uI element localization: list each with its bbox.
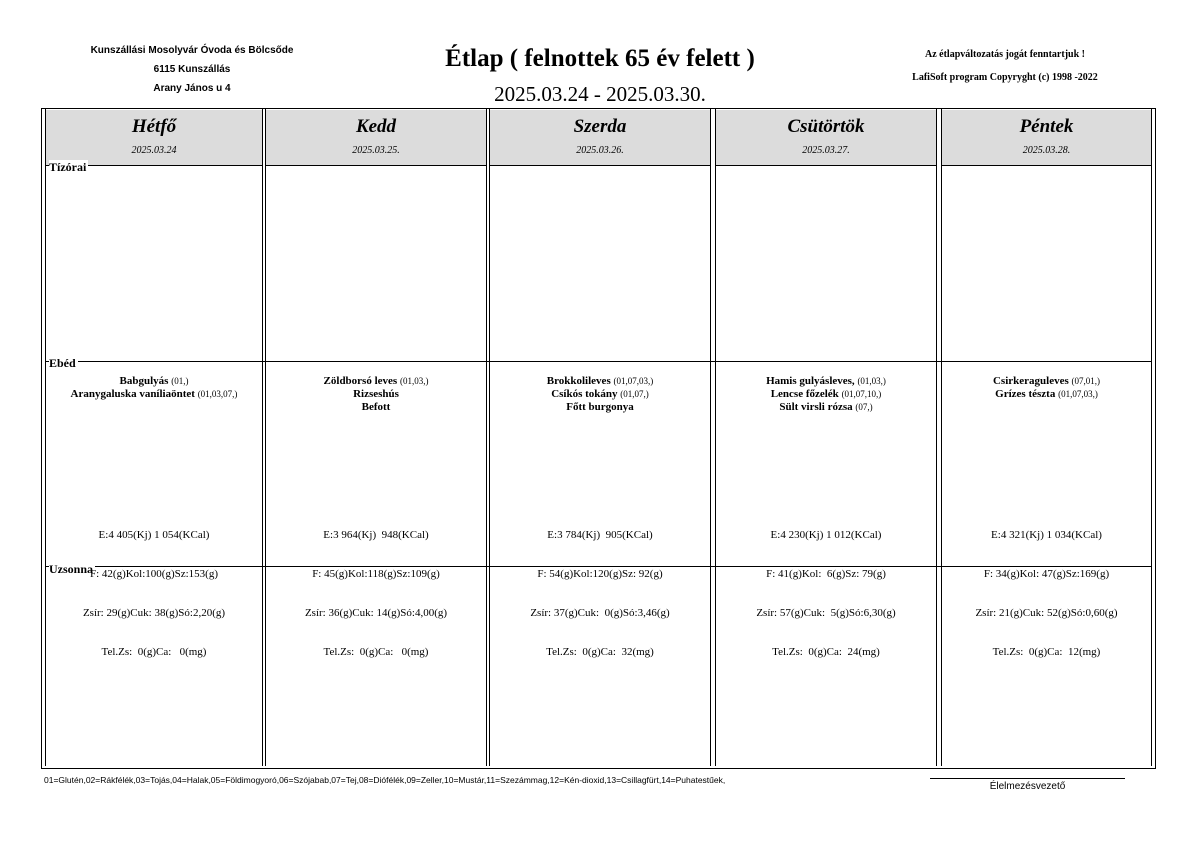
nutrition-energy: E:4 230(Kj) 1 012(KCal) — [770, 529, 882, 541]
nutrition-fat-sugar-salt: Zsír: 37(g)Cuk: 0(g)Só:3,46(g) — [530, 607, 670, 619]
meal-name: Babgulyás — [119, 375, 169, 387]
meal-name: Hamis gulyásleves, — [766, 375, 855, 387]
day-header — [942, 110, 1151, 166]
meal-name: Brokkolileves — [546, 375, 611, 387]
meal-item — [265, 388, 487, 401]
allergen-legend: 01=Glutén,02=Rákfélék,03=Tojás,04=Halak,05=Földimogyoró,06=Szójabab,07=Tej,08=Diófélék,09=Zeller,10=Mustár,11=Szezámmag,12=Kén-dioxid,13=Csillagfürt,14=Puhatestűek, — [44, 775, 726, 785]
section-label-uzsonna: Uzsonna — [49, 562, 94, 576]
day-header — [490, 110, 710, 166]
allergen-codes: (01,03,) — [399, 376, 429, 386]
meal-item — [715, 388, 937, 401]
day-date: 2025.03.28. — [1022, 145, 1071, 156]
section-label-ebed: Ebéd — [49, 356, 76, 370]
meal-name: Főtt burgonya — [566, 401, 634, 413]
nutrition-energy: E:3 964(Kj) 948(KCal) — [323, 529, 429, 541]
day-header — [46, 110, 262, 166]
nutrition-satfat-calcium: Tel.Zs: 0(g)Ca: 0(mg) — [323, 646, 429, 658]
nutrition-satfat-calcium: Tel.Zs: 0(g)Ca: 12(mg) — [992, 646, 1101, 658]
signature-label: Élelmezésvezető — [989, 781, 1066, 792]
nutrition-monday — [45, 503, 263, 672]
meal-item — [489, 401, 711, 414]
allergen-codes: (07,01,) — [1071, 376, 1100, 386]
meal-item — [715, 401, 937, 414]
nutrition-fat-sugar-salt: Zsír: 57(g)Cuk: 5(g)Só:6,30(g) — [756, 607, 896, 619]
meal-item — [265, 401, 487, 414]
lunch-meals-friday — [941, 375, 1152, 401]
day-date: 2025.03.24 — [131, 145, 177, 156]
nutrition-friday — [941, 503, 1152, 672]
nutrition-fat-sugar-salt: Zsír: 29(g)Cuk: 38(g)Só:2,20(g) — [82, 607, 226, 619]
nutrition-satfat-calcium: Tel.Zs: 0(g)Ca: 32(mg) — [546, 646, 654, 658]
signature-line — [930, 778, 1125, 779]
meal-name: Lencse főzelék — [770, 388, 839, 400]
allergen-codes: (07,) — [855, 402, 873, 412]
page-title: Étlap ( felnottek 65 év felett ) — [445, 45, 755, 72]
meal-name: Befott — [361, 401, 391, 413]
lunch-meals-tuesday — [265, 375, 487, 414]
lunch-meals-wednesday — [489, 375, 711, 414]
meal-item — [941, 388, 1152, 401]
nutrition-energy: E:4 405(Kj) 1 054(KCal) — [98, 529, 210, 541]
allergen-codes: (01,07,10,) — [841, 389, 882, 399]
lunch-meals-thursday — [715, 375, 937, 414]
nutrition-macros: F: 45(g)Kol:118(g)Sz:109(g) — [312, 568, 440, 580]
lunch-meals-monday — [45, 375, 263, 401]
date-range: 2025.03.24 - 2025.03.30. — [494, 82, 706, 106]
meal-name: Csirkeraguleves — [992, 375, 1069, 387]
section-divider-ebed — [45, 361, 1152, 362]
allergen-codes: (01,) — [171, 376, 189, 386]
allergen-codes: (01,07,) — [620, 389, 649, 399]
nutrition-satfat-calcium: Tel.Zs: 0(g)Ca: 24(mg) — [772, 646, 880, 658]
nutrition-fat-sugar-salt: Zsír: 36(g)Cuk: 14(g)Só:4,00(g) — [304, 607, 448, 619]
day-name: Hétfő — [131, 116, 177, 137]
day-name: Szerda — [573, 116, 627, 137]
meal-name: Aranygaluska vaníliaöntet — [70, 388, 195, 400]
day-date: 2025.03.26. — [576, 145, 624, 156]
day-name: Péntek — [1019, 116, 1074, 137]
nutrition-thursday — [715, 503, 937, 672]
meal-item — [265, 375, 487, 388]
day-date: 2025.03.25. — [352, 145, 400, 156]
day-name: Csütörtök — [787, 116, 865, 137]
meal-name: Csíkós tokány — [551, 388, 618, 400]
meal-name: Zöldborsó leves — [323, 375, 398, 387]
nutrition-macros: F: 42(g)Kol:100(g)Sz:153(g) — [89, 568, 218, 580]
meal-item — [45, 375, 263, 388]
nutrition-macros: F: 54(g)Kol:120(g)Sz: 92(g) — [537, 568, 663, 580]
meal-name: Grízes tészta — [995, 388, 1056, 400]
meal-name: Rizseshús — [353, 388, 399, 400]
day-name: Kedd — [355, 116, 397, 137]
change-notice: Az étlapváltozatás jogát fenntartjuk ! — [925, 49, 1085, 60]
meal-item — [489, 388, 711, 401]
nutrition-energy: E:4 321(Kj) 1 034(KCal) — [991, 529, 1102, 541]
nutrition-macros: F: 41(g)Kol: 6(g)Sz: 79(g) — [766, 568, 886, 580]
allergen-codes: (01,03,07,) — [197, 389, 238, 399]
day-date: 2025.03.27. — [802, 145, 850, 156]
notice-block — [850, 43, 1160, 89]
day-header — [716, 110, 936, 166]
nutrition-energy: E:3 784(Kj) 905(KCal) — [547, 529, 653, 541]
meal-item — [941, 375, 1152, 388]
institution-name: Kunszállási Mosolyvár Óvoda és Bölcsőde — [90, 45, 294, 56]
meal-item — [45, 388, 263, 401]
nutrition-fat-sugar-salt: Zsír: 21(g)Cuk: 52(g)Só:0,60(g) — [975, 607, 1118, 619]
meal-item — [489, 375, 711, 388]
meal-item — [715, 375, 937, 388]
allergen-codes: (01,07,03,) — [613, 376, 654, 386]
day-header — [266, 110, 486, 166]
meal-name: Sült virsli rózsa — [779, 401, 853, 413]
software-copyright: LafiSoft program Copyryght (c) 1998 -2022 — [912, 72, 1098, 83]
section-label-tizorai: Tízórai — [49, 160, 87, 174]
nutrition-macros: F: 34(g)Kol: 47(g)Sz:169(g) — [983, 568, 1110, 580]
nutrition-tuesday — [265, 503, 487, 672]
institution-address: Arany János u 4 — [153, 83, 231, 94]
nutrition-wednesday — [489, 503, 711, 672]
nutrition-satfat-calcium: Tel.Zs: 0(g)Ca: 0(mg) — [101, 646, 207, 658]
allergen-codes: (01,07,03,) — [1058, 389, 1098, 399]
institution-city: 6115 Kunszállás — [153, 64, 231, 75]
allergen-codes: (01,03,) — [857, 376, 886, 386]
institution-block — [62, 41, 322, 98]
